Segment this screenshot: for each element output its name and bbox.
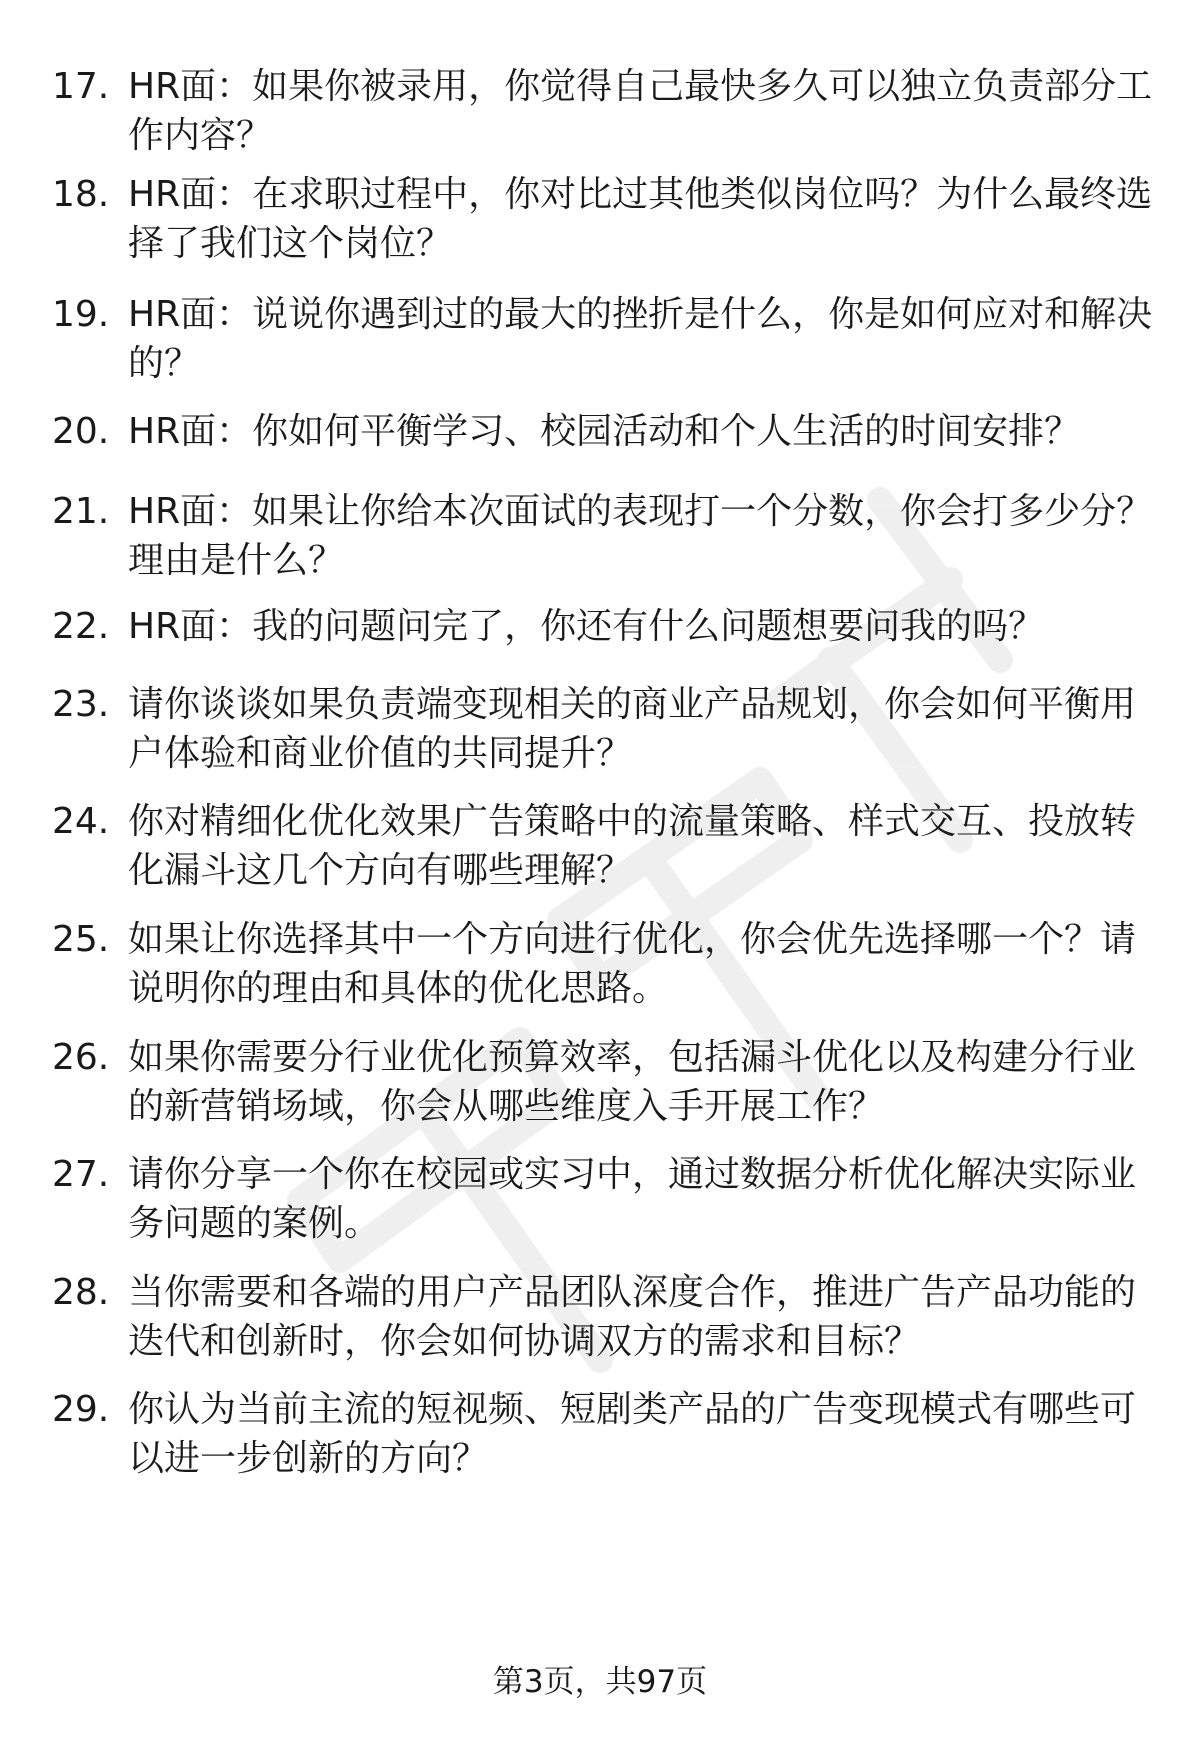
question-text: HR面：你如何平衡学习、校园活动和个人生活的时间安排？ bbox=[128, 411, 1081, 452]
question-text: 当你需要和各端的用户产品团队深度合作，推进广告产品功能的迭代和创新时，你会如何协调双方的需求和目标？ bbox=[128, 1272, 1137, 1362]
question-number: 18. bbox=[52, 174, 110, 215]
question-number: 23. bbox=[52, 684, 110, 725]
question-text: 你对精细化优化效果广告策略中的流量策略、样式交互、投放转化漏斗这几个方向有哪些理解？ bbox=[128, 801, 1137, 891]
question-text: HR面：说说你遇到过的最大的挫折是什么，你是如何应对和解决的？ bbox=[128, 294, 1153, 384]
question-text: HR面：如果你被录用，你觉得自己最快多久可以独立负责部分工作内容？ bbox=[128, 66, 1153, 156]
question-number: 17. bbox=[52, 66, 110, 107]
question-number: 27. bbox=[52, 1154, 110, 1195]
question-text: 请你分享一个你在校园或实习中，通过数据分析优化解决实际业务问题的案例。 bbox=[128, 1154, 1137, 1244]
question-number: 29. bbox=[52, 1389, 110, 1430]
question-number: 20. bbox=[52, 411, 110, 452]
question-number: 22. bbox=[52, 606, 110, 647]
question-text: 如果你需要分行业优化预算效率，包括漏斗优化以及构建分行业的新营销场域，你会从哪些维度入手开展工作？ bbox=[128, 1037, 1137, 1127]
question-number: 25. bbox=[52, 919, 110, 960]
question-text: HR面：在求职过程中，你对比过其他类似岗位吗？为什么最终选择了我们这个岗位？ bbox=[128, 174, 1153, 264]
question-number: 19. bbox=[52, 294, 110, 335]
question-text: 请你谈谈如果负责端变现相关的商业产品规划，你会如何平衡用户体验和商业价值的共同提升？ bbox=[128, 684, 1137, 774]
question-number: 26. bbox=[52, 1037, 110, 1078]
page-footer: 第3页，共97页 bbox=[492, 1664, 708, 1700]
question-number: 24. bbox=[52, 801, 110, 842]
question-text: 你认为当前主流的短视频、短剧类产品的广告变现模式有哪些可以进一步创新的方向？ bbox=[128, 1389, 1137, 1479]
question-number: 21. bbox=[52, 491, 110, 532]
question-text: HR面：我的问题问完了，你还有什么问题想要问我的吗？ bbox=[128, 606, 1045, 647]
question-number: 28. bbox=[52, 1272, 110, 1313]
question-text: HR面：如果让你给本次面试的表现打一个分数，你会打多少分？理由是什么？ bbox=[128, 491, 1153, 581]
question-text: 如果让你选择其中一个方向进行优化，你会优先选择哪一个？请说明你的理由和具体的优化思路。 bbox=[128, 919, 1137, 1009]
